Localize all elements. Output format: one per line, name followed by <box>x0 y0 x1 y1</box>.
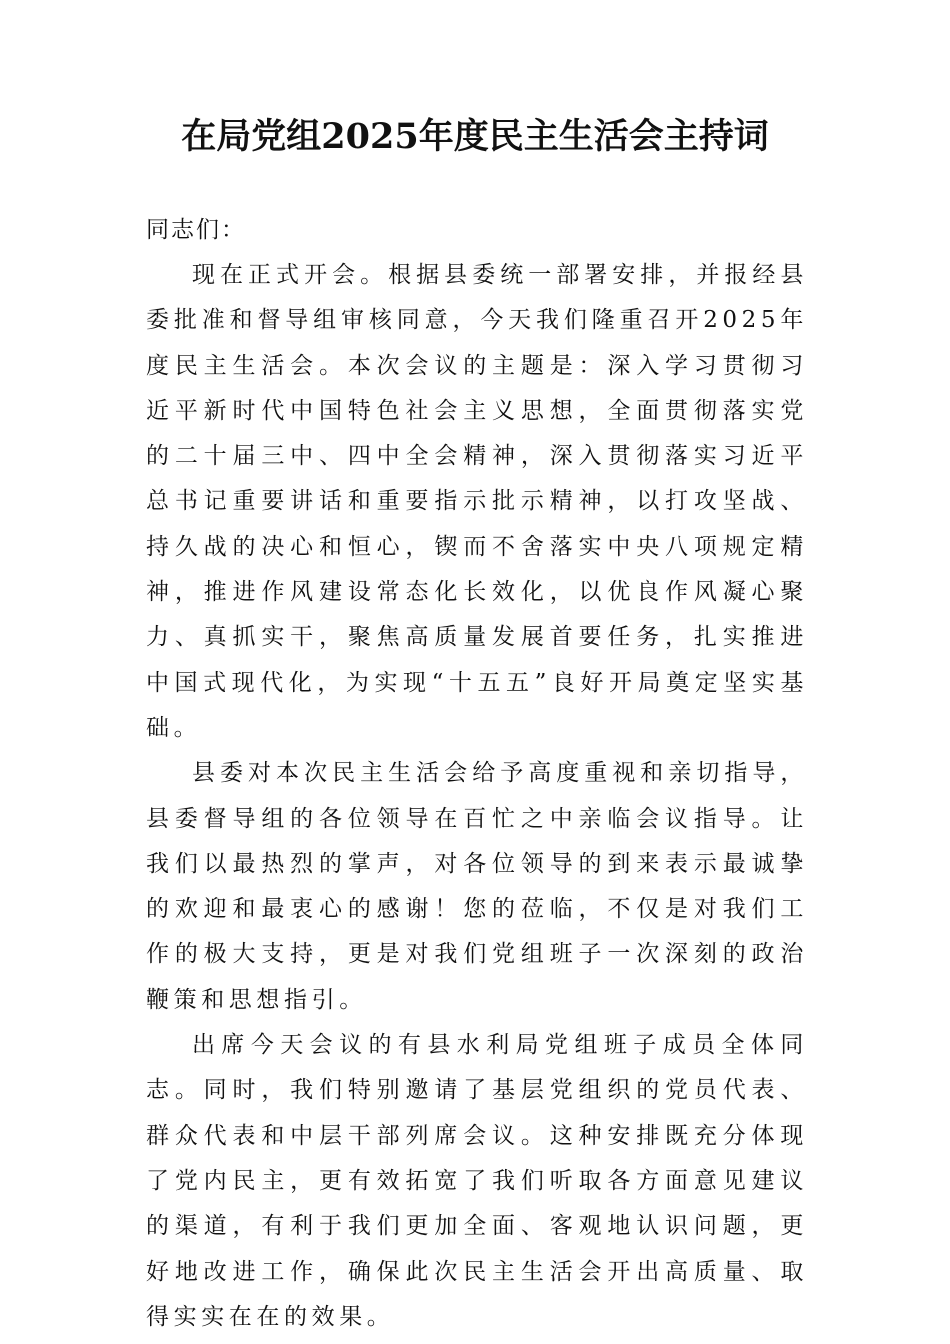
paragraph-opening: 现在正式开会。根据县委统一部署安排，并报经县委批准和督导组审核同意，今天我们隆重召开2025年度民主生活会。本次会议的主题是：深入学习贯彻习近平新时代中国特色社会主义思想，全面贯彻落实党的二十届三中、四中全会精神，深入贯彻落实习近平总书记重要讲话和重要指示批示精神，以打攻坚战、持久战的决心和恒心，锲而不舍落实中央八项规定精神，推进作风建设常态化长效化，以优良作风凝心聚力、真抓实干，聚焦高质量发展首要任务，扎实推进中国式现代化，为实现“十五五”良好开局奠定坚实基础。 <box>146 262 808 741</box>
salutation: 同志们： <box>146 217 246 243</box>
paragraph-welcome: 县委对本次民主生活会给予高度重视和亲切指导，县委督导组的各位领导在百忙之中亲临会议指导。让我们以最热烈的掌声，对各位领导的到来表示最诚挚的欢迎和最衷心的感谢！您的莅临，不仅是对我们工作的极大支持，更是对我们党组班子一次深刻的政治鞭策和思想指引。 <box>146 760 808 1013</box>
document-title: 在局党组2025年度民主生活会主持词 <box>181 116 769 157</box>
paragraph-attendees: 出席今天会议的有县水利局党组班子成员全体同志。同时，我们特别邀请了基层党组织的党员代表、群众代表和中层干部列席会议。这种安排既充分体现了党内民主，更有效拓宽了我们听取各方面意见建议的渠道，有利于我们更加全面、客观地认识问题，更好地改进工作，确保此次民主生活会开出高质量、取得实实在在的效果。 <box>146 1032 808 1330</box>
document-body <box>146 208 808 1340</box>
